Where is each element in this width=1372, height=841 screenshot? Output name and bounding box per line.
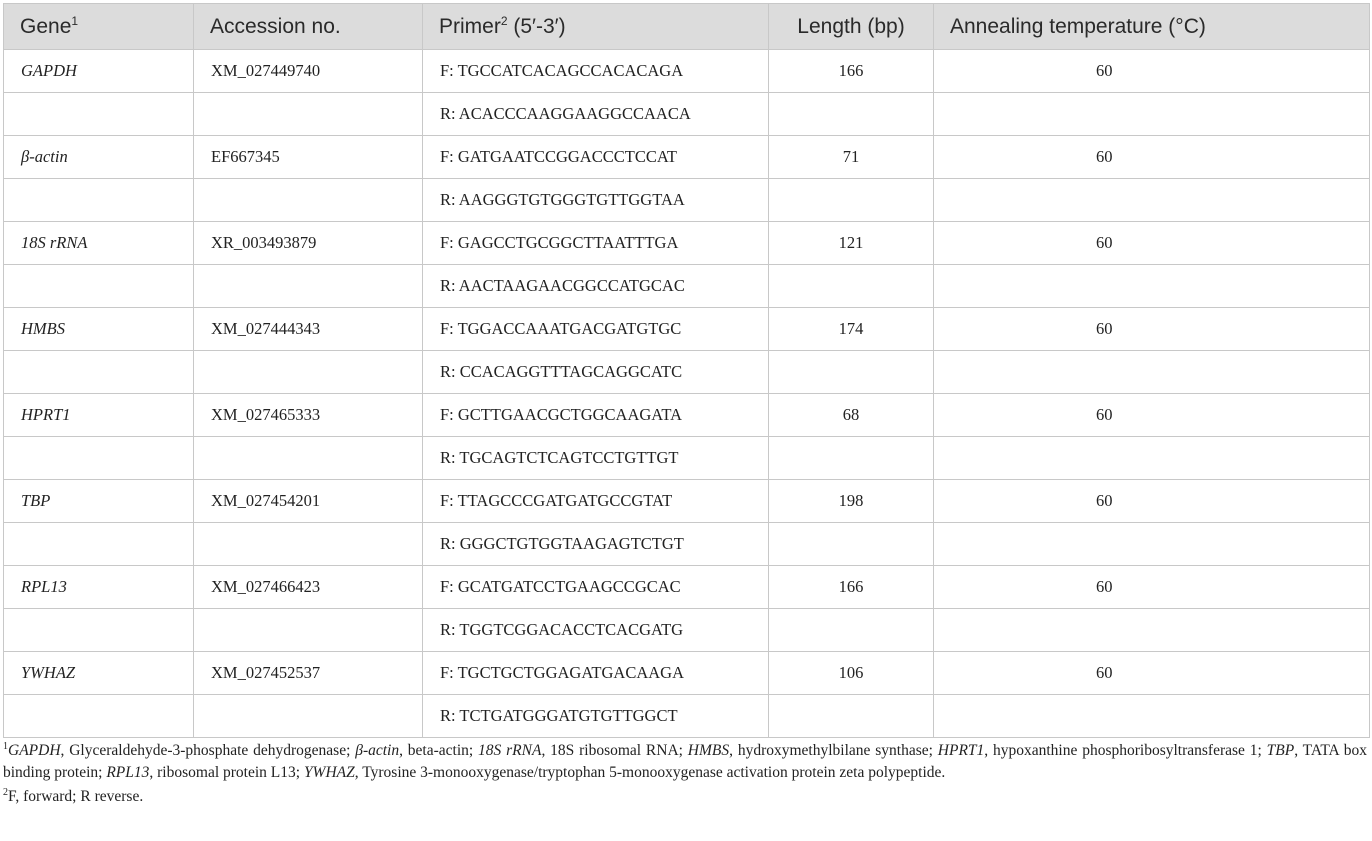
empty-length-cell <box>769 437 934 480</box>
primer-table-container <box>3 3 1369 738</box>
empty-annealing-cell <box>934 179 1370 222</box>
footnote-2-mark: 2 <box>3 786 8 798</box>
footnote-term: 18S rRNA <box>478 742 542 759</box>
gene-cell: RPL13 <box>4 566 194 609</box>
header-gene-footnote-mark: 1 <box>71 13 79 28</box>
table-row-reverse <box>4 179 1370 222</box>
table-row-forward <box>4 480 1370 523</box>
empty-accession-cell <box>194 609 423 652</box>
reverse-primer-cell: R: ACACCCAAGGAAGGCCAACA <box>423 93 769 136</box>
footnote-definition: , hydroxymethylbilane synthase; <box>729 742 938 759</box>
empty-annealing-cell <box>934 93 1370 136</box>
footnote-term: GAPDH <box>8 742 61 759</box>
accession-cell: EF667345 <box>194 136 423 179</box>
empty-accession-cell <box>194 523 423 566</box>
gene-cell: β-actin <box>4 136 194 179</box>
footnote-term: YWHAZ <box>303 764 355 781</box>
empty-annealing-cell <box>934 437 1370 480</box>
length-cell: 198 <box>769 480 934 523</box>
reverse-primer-cell: R: TGGTCGGACACCTCACGATG <box>423 609 769 652</box>
footnote-1 <box>3 740 1367 784</box>
annealing-temp-cell: 60 <box>934 308 1370 351</box>
annealing-temp-cell: 60 <box>934 480 1370 523</box>
empty-gene-cell <box>4 695 194 738</box>
footnote-definition: , Glyceraldehyde-3-phosphate dehydrogenase; <box>60 742 356 759</box>
header-accession <box>194 4 423 50</box>
forward-primer-cell: F: TGCTGCTGGAGATGACAAGA <box>423 652 769 695</box>
table-row-forward <box>4 394 1370 437</box>
empty-accession-cell <box>194 93 423 136</box>
accession-cell: XR_003493879 <box>194 222 423 265</box>
table-row-reverse <box>4 265 1370 308</box>
empty-accession-cell <box>194 265 423 308</box>
table-row-forward <box>4 136 1370 179</box>
table-row-reverse <box>4 609 1370 652</box>
forward-primer-cell: F: TGCCATCACAGCCACACAGA <box>423 50 769 93</box>
length-cell: 166 <box>769 566 934 609</box>
primer-table <box>3 3 1370 738</box>
empty-gene-cell <box>4 437 194 480</box>
accession-cell: XM_027449740 <box>194 50 423 93</box>
header-gene-label: Gene <box>20 14 72 38</box>
reverse-primer-cell: R: TGCAGTCTCAGTCCTGTTGT <box>423 437 769 480</box>
reverse-primer-cell: R: CCACAGGTTTAGCAGGCATC <box>423 351 769 394</box>
table-row-reverse <box>4 523 1370 566</box>
empty-length-cell <box>769 351 934 394</box>
header-length <box>769 4 934 50</box>
header-gene <box>4 4 194 50</box>
empty-accession-cell <box>194 695 423 738</box>
table-row-reverse <box>4 351 1370 394</box>
accession-cell: XM_027454201 <box>194 480 423 523</box>
footnote-definition: , ribosomal protein L13; <box>149 764 304 781</box>
length-cell: 106 <box>769 652 934 695</box>
table-row-forward <box>4 566 1370 609</box>
table-row-forward <box>4 652 1370 695</box>
empty-length-cell <box>769 179 934 222</box>
empty-accession-cell <box>194 351 423 394</box>
footnote-definition: , TATA box binding protein; <box>3 742 1367 781</box>
gene-cell: TBP <box>4 480 194 523</box>
gene-cell: GAPDH <box>4 50 194 93</box>
empty-annealing-cell <box>934 609 1370 652</box>
annealing-temp-cell: 60 <box>934 50 1370 93</box>
header-primer-direction: (5′-3′) <box>507 14 566 38</box>
header-annealing-label: Annealing temperature (°C) <box>950 14 1206 38</box>
footnote-term: β-actin <box>355 742 400 759</box>
header-annealing <box>934 4 1370 50</box>
table-row-reverse <box>4 437 1370 480</box>
forward-primer-cell: F: GCTTGAACGCTGGCAAGATA <box>423 394 769 437</box>
footnote-term: RPL13 <box>106 764 150 781</box>
annealing-temp-cell: 60 <box>934 566 1370 609</box>
header-primer-label: Primer <box>439 14 501 38</box>
empty-annealing-cell <box>934 351 1370 394</box>
reverse-primer-cell: R: GGGCTGTGGTAAGAGTCTGT <box>423 523 769 566</box>
empty-annealing-cell <box>934 523 1370 566</box>
table-row-forward <box>4 222 1370 265</box>
empty-gene-cell <box>4 351 194 394</box>
forward-primer-cell: F: GATGAATCCGGACCCTCCAT <box>423 136 769 179</box>
empty-annealing-cell <box>934 695 1370 738</box>
empty-length-cell <box>769 695 934 738</box>
accession-cell: XM_027452537 <box>194 652 423 695</box>
forward-primer-cell: F: GCATGATCCTGAAGCCGCAC <box>423 566 769 609</box>
table-body <box>4 50 1370 738</box>
header-primer-footnote-mark: 2 <box>500 13 508 28</box>
empty-gene-cell <box>4 609 194 652</box>
footnote-definition: , beta-actin; <box>399 742 479 759</box>
table-row-forward <box>4 308 1370 351</box>
gene-cell: YWHAZ <box>4 652 194 695</box>
empty-gene-cell <box>4 179 194 222</box>
empty-length-cell <box>769 265 934 308</box>
table-footnotes <box>3 740 1367 808</box>
length-cell: 68 <box>769 394 934 437</box>
forward-primer-cell: F: GAGCCTGCGGCTTAATTTGA <box>423 222 769 265</box>
empty-annealing-cell <box>934 265 1370 308</box>
table-row-reverse <box>4 93 1370 136</box>
forward-primer-cell: F: TTAGCCCGATGATGCCGTAT <box>423 480 769 523</box>
header-row <box>4 4 1370 50</box>
empty-accession-cell <box>194 437 423 480</box>
table-row-reverse <box>4 695 1370 738</box>
footnote-2 <box>3 786 1367 808</box>
header-length-label: Length (bp) <box>797 14 905 38</box>
empty-length-cell <box>769 609 934 652</box>
annealing-temp-cell: 60 <box>934 222 1370 265</box>
footnote-1-mark: 1 <box>3 740 8 752</box>
accession-cell: XM_027466423 <box>194 566 423 609</box>
table-row-forward <box>4 50 1370 93</box>
length-cell: 71 <box>769 136 934 179</box>
reverse-primer-cell: R: AAGGGTGTGGGTGTTGGTAA <box>423 179 769 222</box>
footnote-term: TBP <box>1266 742 1295 759</box>
annealing-temp-cell: 60 <box>934 652 1370 695</box>
length-cell: 174 <box>769 308 934 351</box>
empty-gene-cell <box>4 523 194 566</box>
table-header <box>4 4 1370 50</box>
length-cell: 121 <box>769 222 934 265</box>
length-cell: 166 <box>769 50 934 93</box>
reverse-primer-cell: R: TCTGATGGGATGTGTTGGCT <box>423 695 769 738</box>
forward-primer-cell: F: TGGACCAAATGACGATGTGC <box>423 308 769 351</box>
empty-gene-cell <box>4 265 194 308</box>
gene-cell: HMBS <box>4 308 194 351</box>
gene-cell: HPRT1 <box>4 394 194 437</box>
header-accession-label: Accession no. <box>210 14 341 38</box>
header-primer <box>423 4 769 50</box>
empty-accession-cell <box>194 179 423 222</box>
footnote-definition: , Tyrosine 3-monooxygenase/tryptophan 5-monooxygenase activation protein zeta polypeptide. <box>354 764 946 781</box>
footnote-definition: , 18S ribosomal RNA; <box>541 742 688 759</box>
footnote-term: HMBS <box>687 742 730 759</box>
footnote-term: HPRT1 <box>937 742 985 759</box>
annealing-temp-cell: 60 <box>934 136 1370 179</box>
accession-cell: XM_027465333 <box>194 394 423 437</box>
reverse-primer-cell: R: AACTAAGAACGGCCATGCAC <box>423 265 769 308</box>
gene-cell: 18S rRNA <box>4 222 194 265</box>
empty-gene-cell <box>4 93 194 136</box>
empty-length-cell <box>769 523 934 566</box>
empty-length-cell <box>769 93 934 136</box>
footnote-2-text: F, forward; R reverse. <box>8 788 144 805</box>
annealing-temp-cell: 60 <box>934 394 1370 437</box>
footnote-definition: , hypoxanthine phosphoribosyltransferase 1; <box>984 742 1267 759</box>
accession-cell: XM_027444343 <box>194 308 423 351</box>
